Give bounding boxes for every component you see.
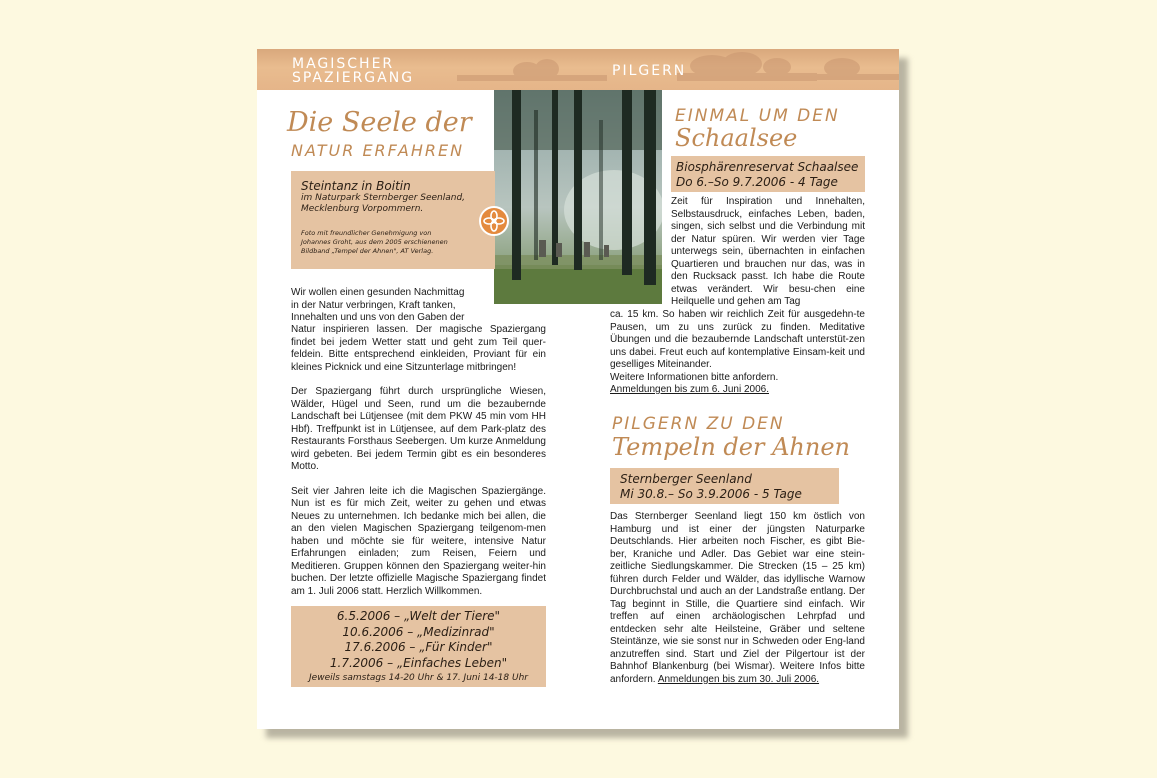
schaalsee-text-continued: ca. 15 km. So haben wir reichlich Zeit für ausgedehn-te Pausen, um zu uns zurück zu finden. Meditative Übungen und die bezaubernde Landschaft unterstüt-zen uns dabei. Freut euch auf kontemplative Einsam-keit und geselliges Miteinander. <box>610 309 865 370</box>
left-paragraph-3: Seit vier Jahren leite ich die Magischen Spaziergänge. Nun ist es für mich Zeit, weiter zu gehen und etwas Neues zu unternehmen. Ich bedanke mich bei allen, die an den vielen Magischen Spaziergang teilgenom-men haben und möchte sie für weitere, intensive Natur Erfahrungen einladen; zum Reisen, Feiern und Meditieren. Gruppen können den Spaziergang weiter-hin buchen. Der letzte offizielle Magische Spaziergang findet am 1. Juli 2006 statt. Herzlich Willkommen. <box>291 485 546 597</box>
intro-line-2: in der Natur verbringen, Kraft tanken, <box>291 299 456 311</box>
date-item-1: 6.5.2006 – „Welt der Tiere" <box>336 609 501 623</box>
left-heading-script: Die Seele der <box>287 107 472 138</box>
schaalsee-box-line1: Biosphärenreservat Schaalsee <box>676 160 859 174</box>
left-heading-caps: NATUR ERFAHREN <box>291 141 465 160</box>
right-bottom-heading-script: Tempeln der Ahnen <box>612 433 851 461</box>
left-body <box>291 324 546 610</box>
date-item-4: 1.7.2006 – „Einfaches Leben" <box>329 655 508 670</box>
intro-line-3: Innehalten und uns von den Gaben der <box>291 312 465 323</box>
photo-caption-title: Steintanz in Boitin <box>301 179 411 193</box>
photo-credit-1: Foto mit freundlicher Genehmigung von <box>301 229 432 237</box>
schaalsee-info: Weitere Informationen bitte anfordern. <box>610 371 779 383</box>
schaalsee-signup: Anmeldungen bis zum 6. Juni 2006. <box>610 384 769 395</box>
sternberg-text <box>610 511 865 686</box>
flower-emblem-icon <box>479 206 509 236</box>
dates-footer: Jeweils samstags 14-20 Uhr & 17. Juni 14-18 Uhr <box>309 673 528 683</box>
photo-caption-sub1: im Naturpark Sternberger Seenland, <box>301 193 466 203</box>
header-right-title: PILGERN <box>612 63 687 79</box>
sternberg-box-line2: Mi 30.8.– So 3.9.2006 - 5 Tage <box>620 487 802 501</box>
date-item-2: 10.6.2006 – „Medizinrad" <box>342 624 495 639</box>
intro-line-1: Wir wollen einen gesunden Nachmittag <box>291 287 465 298</box>
photo-caption-sub2: Mecklenburg Vorpommern. <box>301 204 424 214</box>
sternberg-box-line1: Sternberger Seenland <box>620 472 752 486</box>
photo-caption-box <box>291 171 495 269</box>
schaalsee-info-box <box>671 156 865 192</box>
date-item-3: 17.6.2006 – „Für Kinder" <box>344 640 493 654</box>
sternberg-info-box <box>610 468 839 504</box>
schaalsee-text-wide <box>610 309 865 397</box>
left-intro-lines <box>291 287 491 325</box>
sternberg-paragraph: Das Sternberger Seenland liegt 150 km östlich von Hamburg und ist einer der jüngsten Naturparke Deutschlands. Hier arbeiten noch Fischer, es gibt Bie-ber, Kraniche und Adler. Das Gebiet war eine stein-zeitliche Siedlungskammer. Die Strecken (15 – 25 km) führen durch Felder und Wälder, das idyllische Warnow Durchbruchstal und auch an der Landstraße entlang. Der Tag beginnt in Stille, die Quartiere sind einfach. Wir treffen auf einen archäologischen Lehrpfad und entdecken sehr alte Heilsteine, Gräber und seltene Steintänze, wie sie sonst nur in Schweden oder Eng-land anzutreffen sind. Start und Ziel der Pilgertour ist der Bahnhof Blankenburg (bei Wismar). Weitere Infos bitte anfordern. <box>610 511 865 685</box>
left-paragraph-1: Natur inspirieren lassen. Der magische Spaziergang findet bei jedem Wetter statt und geht zum Teil quer-feldein. Bitte entsprechend einkleiden, Proviant für ein kleines Picknick und eine Sitzunterlage mitbringen! <box>291 324 546 373</box>
sternberg-signup: Anmeldungen bis zum 30. Juli 2006. <box>657 673 820 685</box>
dates-box <box>291 606 546 687</box>
schaalsee-text-narrow: Zeit für Inspiration und Innehalten, Selbstausdruck, einfaches Leben, baden, singen, sich selbst und die Verbindung mit der Natur spüren. Wir werden vier Tage unterwegs sein, übernachten in einfachen Quartieren und brauchen nur das, was in den Rucksack passt. Ich habe die Route etwas verändert. Wir besu-chen eine Heilquelle und gehen am Tag <box>671 196 865 307</box>
brochure-page <box>257 49 899 729</box>
left-paragraph-2: Der Spaziergang führt durch ursprüngliche Wiesen, Wälder, Hügel und Seen, rund um die bezaubernde Landschaft bei Lütjensee (mit dem PKW 45 min vom HH Hbf). Treffpunkt ist in Lütjensee, auf dem Park-platz des Restaurants Forsthaus Seebergen. Um kurze Anmeldung wird gebeten. Bei jedem Termin gibt es ein besonderes Motto. <box>291 386 546 472</box>
photo-credit-3: Bildband „Tempel der Ahnen", AT Verlag. <box>301 247 434 255</box>
photo-credit-2: Johannes Groht, aus dem 2005 erschienenen <box>301 238 448 246</box>
forest-photo <box>494 90 662 304</box>
right-top-heading-caps: EINMAL UM DEN <box>675 106 840 126</box>
header-bar <box>257 49 899 90</box>
schaalsee-box-line2: Do 6.–So 9.7.2006 - 4 Tage <box>676 175 838 189</box>
right-top-heading-script: Schaalsee <box>675 124 798 152</box>
header-left-line1: MAGISCHER <box>292 56 395 72</box>
header-left-line2: SPAZIERGANG <box>292 70 415 86</box>
right-bottom-heading-caps: PILGERN ZU DEN <box>612 414 785 434</box>
header-left-title <box>292 57 492 85</box>
